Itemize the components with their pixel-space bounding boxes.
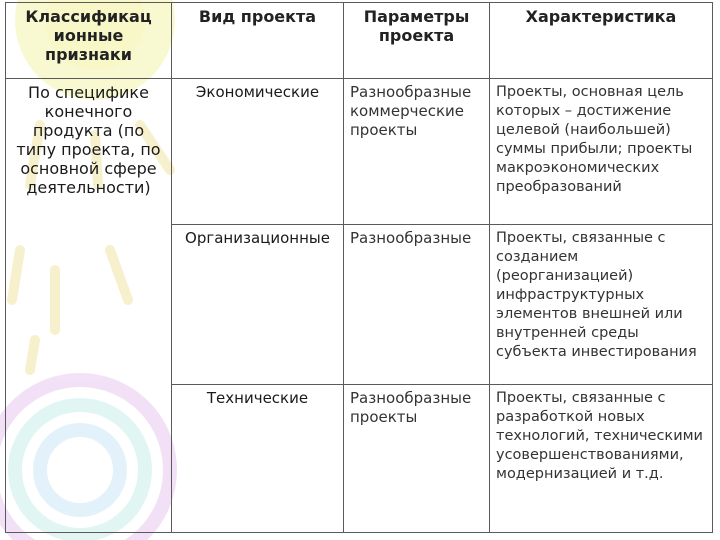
parameters-cell: Разнообразные коммерческие проекты — [344, 79, 490, 225]
header-project-type: Вид проекта — [172, 3, 344, 79]
table-header-row — [6, 3, 713, 79]
characteristic-cell: Проекты, связанные с созданием (реорганизацией) инфраструктурных элементов внешней или внутренней среды субъекта инвестирования — [490, 225, 713, 385]
project-type-cell: Экономические — [172, 79, 344, 225]
parameters-cell: Разнообразные — [344, 225, 490, 385]
header-characteristic: Характеристика — [490, 3, 713, 79]
project-type-cell: Организационные — [172, 225, 344, 385]
header-classification: Классификац ионные признаки — [6, 3, 172, 79]
project-type-cell: Технические — [172, 385, 344, 533]
parameters-cell: Разнообразные проекты — [344, 385, 490, 533]
table-row — [6, 79, 713, 225]
project-classification-table — [5, 2, 713, 533]
characteristic-cell: Проекты, основная цель которых – достижение целевой (наибольшей) суммы прибыли; проекты макроэкономических преобразований — [490, 79, 713, 225]
header-parameters: Параметры проекта — [344, 3, 490, 79]
characteristic-cell: Проекты, связанные с разработкой новых технологий, техническими усовершенствованиями, модернизацией и т.д. — [490, 385, 713, 533]
classification-group-label: По специфике конечного продукта (по типу проекта, по основной сфере деятельности) — [6, 79, 172, 533]
